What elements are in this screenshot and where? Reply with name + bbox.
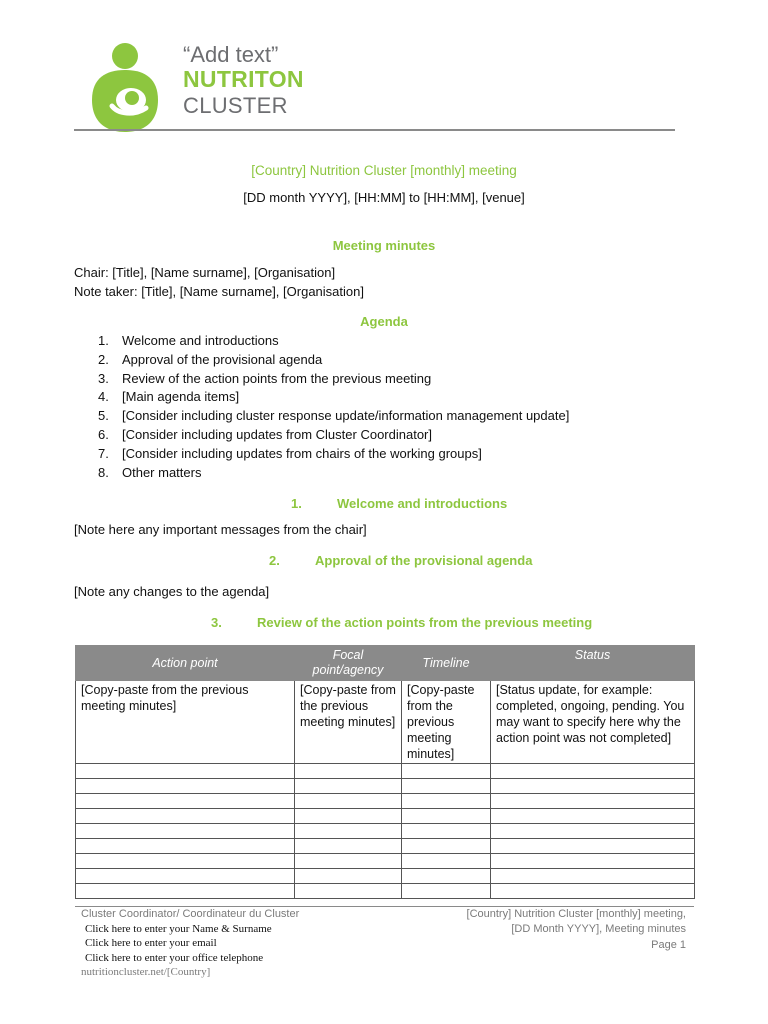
empty-cell[interactable]: [491, 854, 695, 869]
col-timeline: Timeline: [402, 646, 491, 681]
table-row: [76, 884, 695, 899]
footer-page-number: Page 1: [651, 939, 686, 951]
logo-nutrition: NUTRITON: [183, 66, 304, 92]
footer-phone-field[interactable]: Click here to enter your office telephone: [85, 952, 264, 964]
empty-cell[interactable]: [76, 839, 295, 854]
empty-cell[interactable]: [491, 809, 695, 824]
empty-cell[interactable]: [295, 824, 402, 839]
agenda-heading: Agenda: [360, 314, 408, 329]
footer-coordinator: Cluster Coordinator/ Coordinateur du Cluster: [81, 908, 300, 920]
empty-cell[interactable]: [491, 764, 695, 779]
agenda-item: 5. [Consider including cluster response update/information management update]: [98, 408, 570, 424]
empty-cell[interactable]: [402, 869, 491, 884]
empty-cell[interactable]: [491, 824, 695, 839]
empty-cell[interactable]: [295, 869, 402, 884]
empty-cell[interactable]: [491, 839, 695, 854]
footer-doc-title: [Country] Nutrition Cluster [monthly] meeting,: [466, 908, 686, 920]
meeting-title: [Country] Nutrition Cluster [monthly] meeting: [251, 163, 517, 178]
empty-cell[interactable]: [402, 824, 491, 839]
action-points-table: [75, 645, 695, 899]
footer-doc-subtitle: [DD Month YYYY], Meeting minutes: [511, 923, 686, 935]
agenda-item: 3. Review of the action points from the previous meeting: [98, 370, 432, 386]
col-action-point: Action point: [76, 646, 295, 681]
table-row: [76, 779, 695, 794]
empty-cell[interactable]: [295, 794, 402, 809]
agenda-item: 2. Approval of the provisional agenda: [98, 351, 323, 367]
empty-cell[interactable]: [76, 779, 295, 794]
table-row: [76, 824, 695, 839]
empty-cell[interactable]: [491, 779, 695, 794]
table-row: [76, 839, 695, 854]
agenda-item: 7. [Consider including updates from chairs of the working groups]: [98, 445, 482, 461]
agenda-item: 1. Welcome and introductions: [98, 333, 279, 348]
footer-name-field[interactable]: Click here to enter your Name & Surname: [85, 923, 272, 935]
table-row: [76, 764, 695, 779]
logo-cluster: CLUSTER: [183, 93, 288, 118]
empty-cell[interactable]: [76, 794, 295, 809]
agenda-item: 4. [Main agenda items]: [98, 389, 240, 405]
section-2-body: [Note any changes to the agenda]: [74, 584, 270, 599]
empty-cell[interactable]: [491, 884, 695, 899]
status-cell[interactable]: [Status update, for example: completed, ongoing, pending. You may want to specify here why the action point was not completed]: [491, 681, 695, 764]
agenda-list: [74, 332, 569, 482]
empty-cell[interactable]: [402, 839, 491, 854]
table-row: [76, 809, 695, 824]
footer-site: nutritioncluster.net/[Country]: [81, 966, 211, 978]
mother-child-icon: [88, 42, 162, 132]
empty-cell[interactable]: [402, 764, 491, 779]
empty-cell[interactable]: [76, 809, 295, 824]
empty-cell[interactable]: [402, 779, 491, 794]
table-row: [76, 681, 695, 764]
empty-cell[interactable]: [402, 854, 491, 869]
footer-email-field[interactable]: Click here to enter your email: [85, 937, 217, 949]
table-header-row: [76, 646, 695, 681]
empty-cell[interactable]: [295, 779, 402, 794]
empty-cell[interactable]: [295, 764, 402, 779]
table-row: [76, 869, 695, 884]
section-1-body: [Note here any important messages from the chair]: [74, 522, 367, 537]
empty-cell[interactable]: [402, 884, 491, 899]
table-row: [76, 854, 695, 869]
col-focal-point: Focal point/agency: [295, 646, 402, 681]
action-point-cell[interactable]: [Copy-paste from the previous meeting minutes]: [76, 681, 295, 764]
empty-cell[interactable]: [491, 794, 695, 809]
agenda-item: 6. [Consider including updates from Cluster Coordinator]: [98, 426, 432, 442]
empty-cell[interactable]: [295, 854, 402, 869]
focal-point-cell[interactable]: [Copy-paste from the previous meeting minutes]: [295, 681, 402, 764]
meeting-date-venue: [DD month YYYY], [HH:MM] to [HH:MM], [venue]: [243, 190, 525, 205]
table-row: [76, 794, 695, 809]
empty-cell[interactable]: [76, 884, 295, 899]
minutes-heading: Meeting minutes: [332, 238, 436, 253]
header-divider: [74, 129, 675, 131]
empty-cell[interactable]: [295, 839, 402, 854]
logo-add-text: “Add text”: [183, 42, 279, 67]
col-status: Status: [491, 646, 695, 681]
chair-line: Chair: [Title], [Name surname], [Organisation]: [74, 265, 336, 280]
empty-cell[interactable]: [76, 764, 295, 779]
empty-cell[interactable]: [402, 794, 491, 809]
empty-cell[interactable]: [295, 884, 402, 899]
empty-cell[interactable]: [76, 869, 295, 884]
empty-cell[interactable]: [402, 809, 491, 824]
empty-cell[interactable]: [76, 824, 295, 839]
empty-cell[interactable]: [491, 869, 695, 884]
agenda-item: 8. Other matters: [98, 464, 202, 480]
empty-cell[interactable]: [295, 809, 402, 824]
timeline-cell[interactable]: [Copy-paste from the previous meeting minutes]: [402, 681, 491, 764]
footer-divider: [75, 906, 694, 907]
empty-cell[interactable]: [76, 854, 295, 869]
note-taker-line: Note taker: [Title], [Name surname], [Organisation]: [74, 284, 364, 299]
